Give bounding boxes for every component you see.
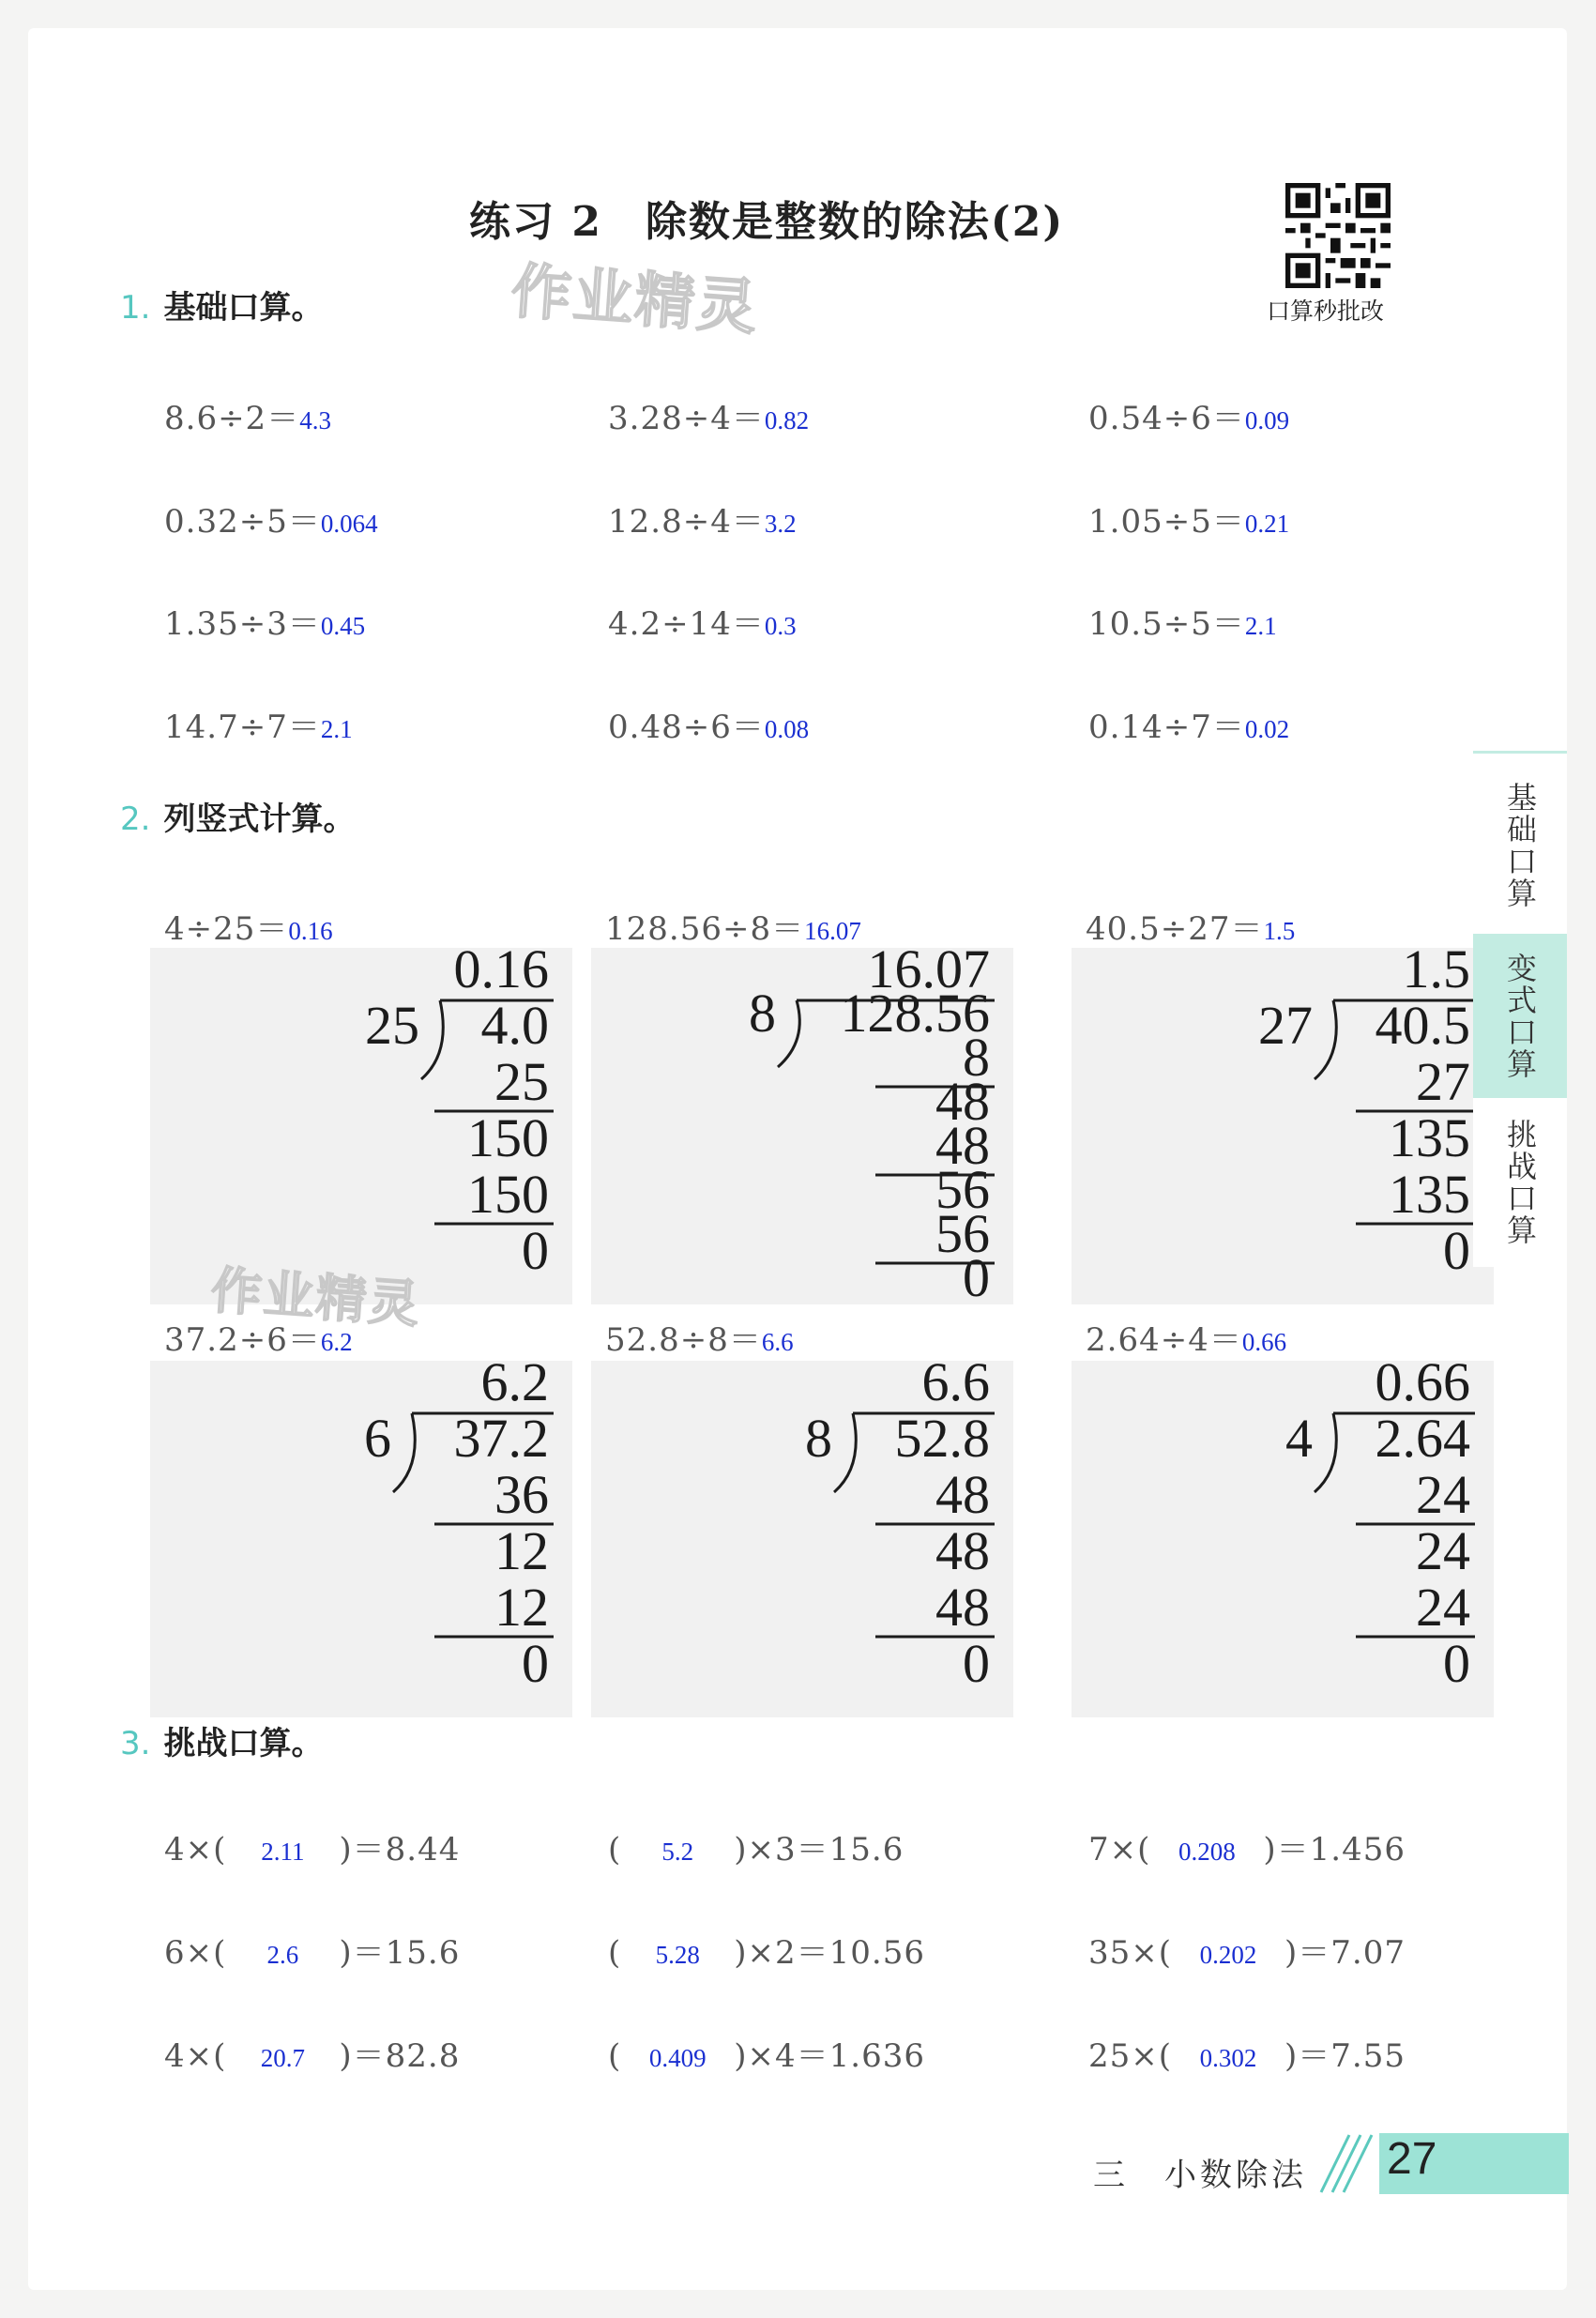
step: 8	[963, 1027, 990, 1088]
divisor: 25	[365, 995, 419, 1056]
challenge-item	[164, 1927, 460, 1973]
step: 150	[467, 1164, 549, 1225]
step: 36	[494, 1464, 549, 1525]
expr-post: )＝1.456	[1263, 1831, 1406, 1868]
dividend: 37.2	[453, 1408, 549, 1469]
quotient: 6.2	[480, 1361, 549, 1412]
quotient: 0.16	[453, 948, 549, 999]
long-division-work	[591, 948, 1013, 1304]
long-division-question	[164, 903, 333, 949]
answer-blank[interactable]: 2.6	[266, 1941, 299, 1969]
answer: 0.82	[764, 406, 810, 435]
expr-post: )＝7.55	[1284, 2037, 1406, 2075]
question: 0.14÷7＝	[1088, 709, 1245, 746]
answer: 6.2	[320, 1328, 353, 1356]
question: 128.56÷8＝	[605, 910, 805, 948]
basic-item	[608, 701, 809, 747]
side-tab-variant[interactable]	[1473, 934, 1567, 1098]
basic-item	[164, 392, 331, 438]
question: 12.8÷4＝	[608, 503, 765, 541]
expr-pre: (	[608, 1831, 622, 1868]
expr-post: )×3＝15.6	[734, 1831, 904, 1868]
answer: 2.1	[1244, 612, 1277, 640]
expr-pre: 4×(	[164, 2037, 227, 2075]
section-title: 挑战口算。	[163, 1725, 324, 1762]
expr-post: )＝8.44	[339, 1831, 461, 1868]
division-bracket	[421, 1000, 443, 1079]
step: 135	[1389, 1107, 1470, 1168]
long-division-question	[605, 1314, 794, 1360]
basic-item	[1088, 701, 1289, 747]
side-tab-challenge[interactable]	[1473, 1098, 1567, 1267]
answer-blank[interactable]: 5.2	[661, 1838, 694, 1866]
quotient: 1.5	[1402, 948, 1470, 999]
quotient: 0.66	[1375, 1361, 1470, 1412]
division-bracket	[393, 1413, 415, 1492]
long-division-work	[1072, 948, 1494, 1304]
long-division-question	[1086, 1314, 1286, 1360]
watermark: 作业精灵	[509, 256, 761, 344]
question: 52.8÷8＝	[605, 1321, 762, 1359]
expr-post: )＝15.6	[339, 1934, 461, 1972]
answer: 0.45	[320, 612, 366, 640]
question: 4.2÷14＝	[608, 605, 765, 643]
answer: 0.3	[764, 612, 797, 640]
expr-post: )＝7.07	[1284, 1934, 1406, 1972]
section-2-heading	[120, 793, 355, 839]
expr-pre: 6×(	[164, 1934, 227, 1972]
question: 0.54÷6＝	[1088, 400, 1245, 437]
question: 3.28÷4＝	[608, 400, 765, 437]
division-bracket	[1315, 1413, 1336, 1492]
step: 56	[935, 1203, 990, 1264]
step: 56	[935, 1159, 990, 1220]
answer: 3.2	[764, 510, 797, 538]
long-division-question	[1086, 903, 1295, 949]
answer: 16.07	[804, 917, 861, 945]
long-division-question	[605, 903, 861, 949]
challenge-item	[164, 2030, 460, 2076]
page-number: 27	[1387, 2134, 1437, 2184]
watermark: 作业精灵	[208, 1260, 423, 1334]
answer-blank[interactable]: 0.409	[648, 2044, 707, 2072]
answer: 2.1	[320, 715, 353, 743]
expr-pre: (	[608, 2037, 622, 2075]
question: 0.48÷6＝	[608, 709, 765, 746]
side-tab-basic[interactable]	[1473, 751, 1567, 937]
qr-caption: 口算秒批改	[1267, 297, 1385, 325]
expr-pre: (	[608, 1934, 622, 1972]
basic-item	[164, 701, 353, 747]
question: 37.2÷6＝	[164, 1321, 321, 1359]
footer-stripes	[1314, 2133, 1379, 2194]
question: 40.5÷27＝	[1086, 910, 1264, 948]
side-tab-label: 挑战口算	[1502, 1119, 1538, 1246]
section-number: 1.	[120, 289, 151, 327]
long-division-work	[1072, 1361, 1494, 1717]
question: 0.32÷5＝	[164, 503, 321, 541]
divisor: 6	[364, 1408, 391, 1469]
answer: 0.08	[764, 715, 810, 743]
expr-pre: 7×(	[1088, 1831, 1151, 1868]
step: 12	[494, 1577, 549, 1638]
answer: 4.3	[299, 406, 331, 435]
divisor: 8	[805, 1408, 832, 1469]
section-title: 列竖式计算。	[163, 801, 356, 838]
answer: 6.6	[761, 1328, 794, 1356]
challenge-item	[1088, 1927, 1406, 1973]
question: 1.35÷3＝	[164, 605, 321, 643]
dividend: 52.8	[894, 1408, 990, 1469]
division-bracket	[778, 1000, 799, 1067]
dividend: 128.56	[840, 983, 990, 1044]
expr-pre: 4×(	[164, 1831, 227, 1868]
page-title: 练习 2 除数是整数的除法(2)	[469, 198, 1065, 246]
division-bracket	[1315, 1000, 1336, 1079]
step: 48	[935, 1115, 990, 1176]
qr-code-icon[interactable]	[1285, 183, 1391, 288]
step: 27	[1416, 1051, 1470, 1112]
basic-item	[164, 598, 365, 644]
challenge-item	[1088, 1823, 1406, 1869]
basic-item	[164, 496, 378, 541]
answer: 0.21	[1244, 510, 1290, 538]
question: 4÷25＝	[164, 910, 289, 948]
challenge-item	[608, 1823, 904, 1869]
division-bracket	[834, 1413, 856, 1492]
quotient: 6.6	[921, 1361, 990, 1412]
section-title: 基础口算。	[163, 289, 324, 327]
answer: 0.66	[1241, 1328, 1287, 1356]
expr-post: )＝82.8	[339, 2037, 461, 2075]
step: 0	[1443, 1220, 1470, 1281]
divisor: 4	[1285, 1408, 1313, 1469]
step: 48	[935, 1577, 990, 1638]
chapter-label: 三 小数除法	[1093, 2157, 1307, 2194]
section-number: 3.	[120, 1725, 151, 1762]
step: 135	[1389, 1164, 1470, 1225]
divisor: 8	[749, 983, 776, 1044]
step: 150	[467, 1107, 549, 1168]
answer-blank[interactable]: 5.28	[655, 1941, 700, 1969]
expr-post: )×4＝1.636	[734, 2037, 925, 2075]
basic-item	[608, 392, 809, 438]
answer-blank[interactable]: 0.302	[1199, 2044, 1257, 2072]
section-number: 2.	[120, 801, 151, 838]
step: 24	[1416, 1577, 1470, 1638]
question: 14.7÷7＝	[164, 709, 321, 746]
challenge-item	[1088, 2030, 1406, 2076]
step: 48	[935, 1520, 990, 1581]
step: 24	[1416, 1464, 1470, 1525]
answer: 1.5	[1263, 917, 1296, 945]
challenge-item	[164, 1823, 460, 1869]
quotient: 16.07	[867, 948, 990, 999]
basic-item	[1088, 496, 1289, 541]
answer: 0.064	[320, 510, 378, 538]
expr-pre: 25×(	[1088, 2037, 1173, 2075]
answer-blank[interactable]: 20.7	[260, 2044, 306, 2072]
question: 2.64÷4＝	[1086, 1321, 1242, 1359]
answer-blank[interactable]: 0.208	[1178, 1838, 1236, 1866]
answer-blank[interactable]: 0.202	[1199, 1941, 1257, 1969]
section-3-heading	[120, 1717, 323, 1763]
step: 0	[522, 1220, 549, 1281]
answer: 0.09	[1244, 406, 1290, 435]
basic-item	[1088, 392, 1289, 438]
step: 0	[963, 1247, 990, 1304]
expr-pre: 35×(	[1088, 1934, 1173, 1972]
step: 0	[963, 1633, 990, 1694]
question: 8.6÷2＝	[164, 400, 300, 437]
section-1-heading	[120, 282, 323, 328]
basic-item	[608, 496, 797, 541]
question: 10.5÷5＝	[1088, 605, 1245, 643]
step: 25	[494, 1051, 549, 1112]
long-division-work	[591, 1361, 1013, 1717]
expr-post: )×2＝10.56	[734, 1934, 925, 1972]
answer: 0.16	[288, 917, 333, 945]
challenge-item	[608, 2030, 925, 2076]
answer-blank[interactable]: 2.11	[261, 1838, 305, 1866]
basic-item	[1088, 598, 1277, 644]
question: 1.05÷5＝	[1088, 503, 1245, 541]
dividend: 2.64	[1375, 1408, 1470, 1469]
basic-item	[608, 598, 797, 644]
challenge-item	[608, 1927, 925, 1973]
dividend: 4.0	[480, 995, 549, 1056]
side-tab-label: 变式口算	[1502, 952, 1538, 1080]
side-tab-label: 基础口算	[1502, 781, 1538, 909]
step: 0	[522, 1633, 549, 1694]
answer: 0.02	[1244, 715, 1290, 743]
side-tabs	[1473, 751, 1567, 1276]
step: 24	[1416, 1520, 1470, 1581]
long-division-work	[150, 1361, 572, 1717]
step: 48	[935, 1071, 990, 1132]
divisor: 27	[1258, 995, 1313, 1056]
step: 48	[935, 1464, 990, 1525]
dividend: 40.5	[1375, 995, 1470, 1056]
step: 0	[1443, 1633, 1470, 1694]
step: 12	[494, 1520, 549, 1581]
